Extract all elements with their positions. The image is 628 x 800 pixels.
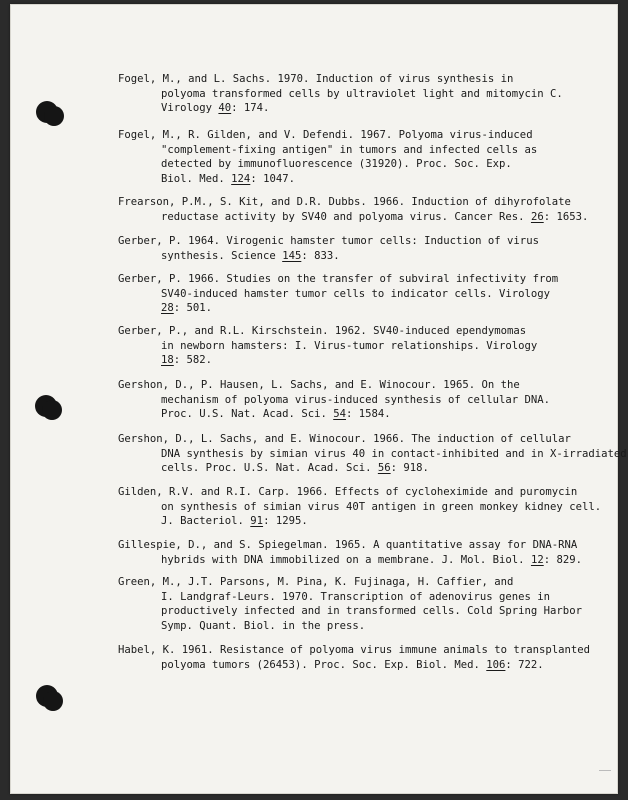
reference-continuation-line: 28: 501. — [161, 302, 213, 315]
reference-entry — [118, 575, 606, 633]
reference-entry — [118, 643, 606, 672]
reference-entry — [118, 128, 606, 186]
volume-number: 40 — [218, 102, 232, 115]
reference-first-line: Gerber, P. 1966. Studies on the transfer of subviral infectivity from — [118, 273, 559, 285]
reference-entry — [118, 234, 606, 263]
punch-hole-middle-shadow — [42, 400, 62, 420]
volume-number: 106 — [486, 658, 506, 671]
reference-first-line: Green, M., J.T. Parsons, M. Pina, K. Fujinaga, H. Caffier, and — [118, 576, 514, 588]
reference-continuation-line: polyoma tumors (26453). Proc. Soc. Exp. Biol. Med. 106: 722. — [161, 658, 544, 671]
reference-entry — [118, 195, 606, 224]
reference-continuation-line: Virology 40: 174. — [161, 102, 270, 115]
reference-continuation-line: productively infected and in transformed cells. Cold Spring Harbor — [161, 605, 582, 618]
reference-continuation-line: 18: 582. — [161, 354, 213, 367]
reference-entry — [118, 272, 606, 316]
volume-number: 54 — [333, 408, 346, 421]
volume-number: 18 — [161, 354, 174, 367]
reference-continuation-line: polyoma transformed cells by ultraviolet light and mitomycin C. — [161, 87, 563, 100]
reference-continuation-line: Symp. Quant. Biol. in the press. — [161, 619, 366, 632]
reference-entry — [118, 432, 627, 476]
reference-entry — [118, 72, 606, 116]
reference-continuation-line: reductase activity by SV40 and polyoma virus. Cancer Res. 26: 1653. — [161, 210, 589, 223]
volume-number: 124 — [231, 172, 251, 185]
reference-continuation-line: in newborn hamsters: I. Virus-tumor relationships. Virology — [161, 339, 538, 352]
reference-entry — [118, 378, 606, 422]
reference-first-line: Gilden, R.V. and R.I. Carp. 1966. Effects of cycloheximide and puromycin — [118, 486, 578, 498]
reference-continuation-line: DNA synthesis by simian virus 40 in contact-inhibited and in X-irradiated — [161, 447, 627, 460]
reference-first-line: Fogel, M., R. Gilden, and V. Defendi. 1967. Polyoma virus-induced — [118, 129, 533, 141]
punch-hole-top-shadow — [44, 106, 64, 126]
volume-number: 56 — [377, 462, 391, 475]
page-edge-mark — [599, 770, 611, 771]
reference-first-line: Gerber, P., and R.L. Kirschstein. 1962. SV40-induced ependymomas — [118, 325, 527, 337]
reference-continuation-line: J. Bacteriol. 91: 1295. — [161, 515, 308, 528]
reference-entry — [118, 324, 606, 368]
reference-first-line: Habel, K. 1961. Resistance of polyoma virus immune animals to transplanted — [118, 644, 590, 656]
volume-number: 28 — [161, 302, 174, 315]
reference-continuation-line: hybrids with DNA immobilized on a membrane. J. Mol. Biol. 12: 829. — [161, 553, 582, 566]
volume-number: 12 — [530, 553, 544, 566]
reference-continuation-line: I. Landgraf-Leurs. 1970. Transcription of adenovirus genes in — [161, 590, 551, 603]
volume-number: 26 — [530, 210, 544, 223]
volume-number: 91 — [250, 515, 264, 528]
reference-entry — [118, 485, 606, 529]
reference-continuation-line: on synthesis of simian virus 40T antigen in green monkey kidney cell. — [161, 500, 602, 513]
reference-first-line: Gershon, D., L. Sachs, and E. Winocour. 1966. The induction of cellular — [118, 433, 571, 445]
reference-continuation-line: SV40-induced hamster tumor cells to indicator cells. Virology — [161, 287, 551, 300]
punch-hole-bottom-shadow — [43, 691, 63, 711]
reference-continuation-line: cells. Proc. U.S. Nat. Acad. Sci. 56: 918. — [161, 462, 429, 475]
reference-continuation-line: "complement-fixing antigen" in tumors and infected cells as — [161, 143, 538, 156]
reference-first-line: Gillespie, D., and S. Spiegelman. 1965. A quantitative assay for DNA-RNA — [118, 539, 578, 551]
reference-continuation-line: mechanism of polyoma virus-induced synthesis of cellular DNA. — [161, 393, 551, 406]
reference-entry — [118, 538, 606, 567]
reference-continuation-line: detected by immunofluorescence (31920). Proc. Soc. Exp. — [161, 158, 512, 171]
reference-first-line: Gerber, P. 1964. Virogenic hamster tumor cells: Induction of virus — [118, 235, 539, 247]
reference-first-line: Frearson, P.M., S. Kit, and D.R. Dubbs. 1966. Induction of dihyrofolate — [118, 196, 571, 208]
reference-continuation-line: Proc. U.S. Nat. Acad. Sci. 54: 1584. — [161, 408, 391, 421]
volume-number: 145 — [282, 249, 302, 262]
reference-first-line: Fogel, M., and L. Sachs. 1970. Induction of virus synthesis in — [118, 73, 514, 85]
reference-first-line: Gershon, D., P. Hausen, L. Sachs, and E. Winocour. 1965. On the — [118, 379, 520, 391]
reference-continuation-line: synthesis. Science 145: 833. — [161, 249, 340, 262]
reference-continuation-line: Biol. Med. 124: 1047. — [161, 172, 295, 185]
